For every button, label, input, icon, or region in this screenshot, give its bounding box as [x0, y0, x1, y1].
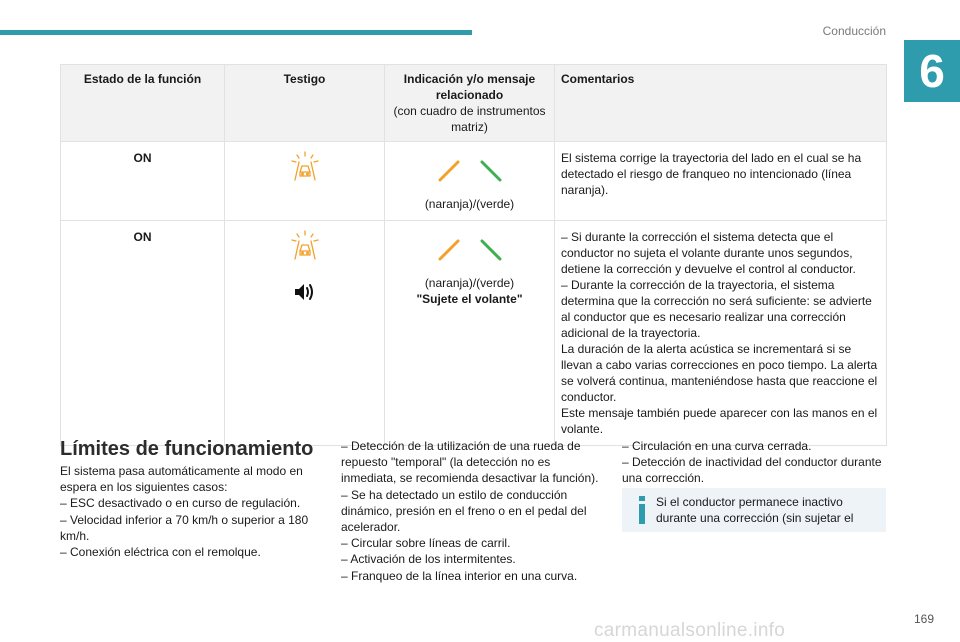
page-number: 169 — [913, 612, 934, 626]
table-row — [61, 142, 887, 221]
limits-column-1 — [60, 463, 310, 560]
info-note — [622, 488, 886, 532]
comment-line: La duración de la alerta acústica se incrementará si se llevan a cabo varias correcciones en poco tiempo. La alerta se volverá continua, manteniéndose hasta que reaccione el conductor. — [561, 342, 878, 404]
row-comment — [555, 221, 887, 446]
header-state: Estado de la función — [61, 65, 225, 142]
limits-text: – Activación de los intermitentes. — [341, 552, 516, 567]
limits-text: – ESC desactivado o en curso de regulación. — [60, 496, 301, 511]
header-accent-bar — [0, 30, 472, 35]
green-lane-line-icon — [480, 239, 502, 261]
limits-text: – Circulación en una curva cerrada. — [622, 439, 812, 453]
function-status-table — [60, 64, 887, 446]
row-state: ON — [61, 142, 225, 221]
comment-line: – Durante la corrección de la trayectoria, el sistema determina que la corrección no será suficiente: se advierte al conductor que es necesario realizar una corrección adicional de la trayectoria. — [561, 278, 872, 340]
header-indication-title: Indicación y/o mensaje relacionado — [403, 72, 536, 102]
limits-column-2 — [341, 438, 603, 584]
row-indication-colors: (naranja)/(verde) — [424, 197, 515, 211]
limits-text: – Conexión eléctrica con el remolque. — [60, 545, 261, 560]
chapter-number-tab: 6 — [904, 40, 960, 102]
limits-text: – Velocidad inferior a 70 km/h o superior a 180 km/h. — [60, 512, 309, 543]
comment-line: – Si durante la corrección el sistema detecta que el conductor no sujeta el volante durante unos segundos, detiene la corrección y devuelve el control al conductor. — [561, 230, 856, 276]
speaker-sound-icon — [293, 281, 317, 303]
section-name: Conducción — [822, 24, 886, 38]
limits-text: – Se ha detectado un estilo de conducción dinámico, presión en el freno o en el pedal del acelerador. — [341, 487, 587, 535]
row-comment: El sistema corrige la trayectoria del lado en el cual se ha detectado el riesgo de franqueo no intencionado (línea naranja). — [555, 142, 887, 221]
comment-line: Este mensaje también puede aparecer con las manos en el volante. — [561, 406, 878, 436]
lane-keeping-warning-icon — [289, 229, 321, 261]
limits-text: – Detección de inactividad del conductor durante una corrección. — [622, 455, 882, 486]
table-header-row — [61, 65, 887, 142]
header-indication-sub: (con cuadro de instrumentos matriz) — [393, 104, 546, 134]
limits-text: – Franqueo de la línea interior en una curva. — [341, 568, 578, 583]
green-lane-line-icon — [480, 160, 502, 182]
lane-lines — [391, 239, 548, 261]
limits-text: – Circular sobre líneas de carril. — [341, 536, 511, 551]
lane-lines — [391, 160, 548, 182]
watermark: carmanualsonline.info — [594, 620, 786, 641]
limits-column-3 — [622, 438, 884, 487]
row-lamp — [225, 142, 385, 221]
row-lamp — [225, 221, 385, 446]
limits-text: El sistema pasa automáticamente al modo en espera en los siguientes casos: — [60, 464, 303, 495]
info-icon — [634, 496, 650, 524]
header-indication — [385, 65, 555, 142]
orange-lane-line-icon — [438, 160, 460, 182]
row-indication — [385, 221, 555, 446]
row-state: ON — [61, 221, 225, 446]
header-comments: Comentarios — [555, 65, 887, 142]
header-lamp: Testigo — [225, 65, 385, 142]
limits-text: – Detección de la utilización de una rueda de repuesto "temporal" (la detección no es inmediata, se recomienda desactivar la función). — [341, 439, 599, 486]
row-indication-colors: (naranja)/(verde) — [424, 276, 515, 290]
lane-keeping-warning-icon — [289, 150, 321, 182]
row-message: "Sujete el volante" — [416, 292, 523, 306]
info-note-text: Si el conductor permanece inactivo durante una corrección (sin sujetar el — [656, 495, 854, 525]
row-indication — [385, 142, 555, 221]
orange-lane-line-icon — [438, 239, 460, 261]
table-row — [61, 221, 887, 446]
limits-title: Límites de funcionamiento — [60, 438, 314, 460]
